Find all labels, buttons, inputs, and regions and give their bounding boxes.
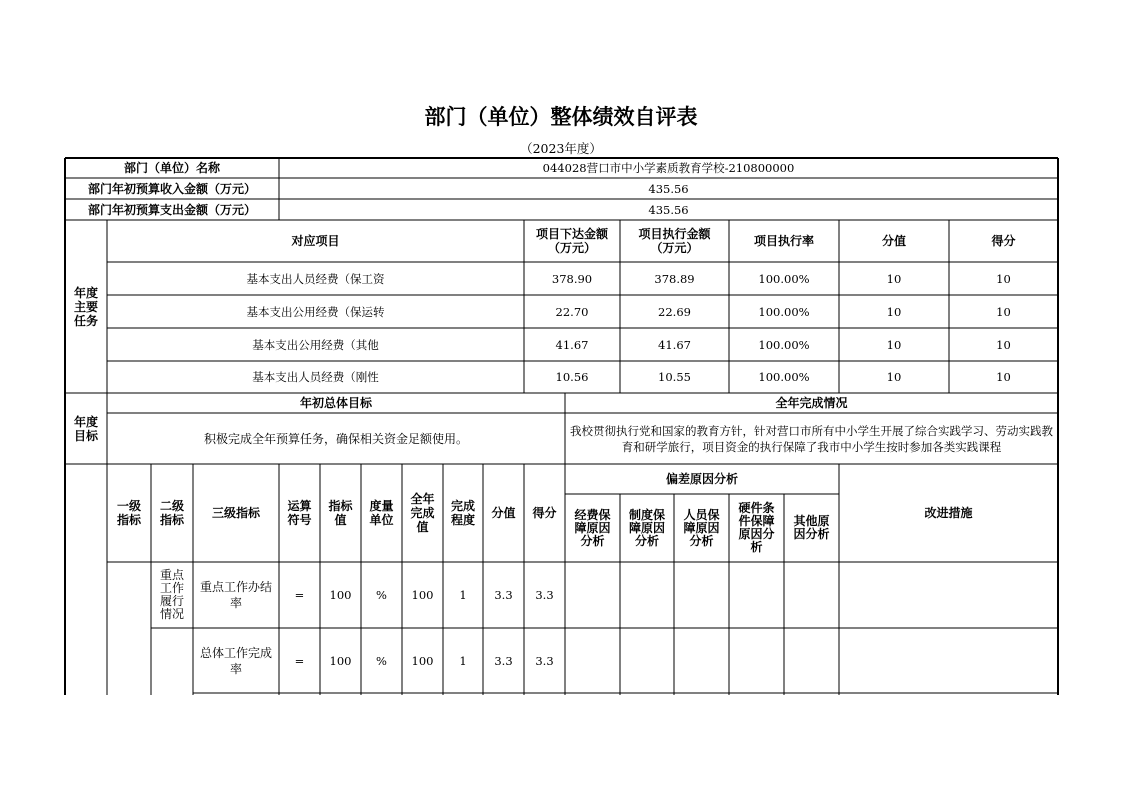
task-row-rate: 100.00% bbox=[758, 337, 810, 352]
task-row-allocated: 10.56 bbox=[555, 370, 589, 384]
ind-row-degree: 1 bbox=[459, 588, 467, 602]
goals-section-label: 年度目标 bbox=[73, 414, 98, 443]
ind-header-improvement: 改进措施 bbox=[924, 506, 973, 520]
ind-row-degree: 1 bbox=[459, 653, 467, 668]
ind-header-dev-staff: 人员保障原因分析 bbox=[683, 507, 720, 548]
ind-row-level3: 重点工作办结率 bbox=[199, 580, 272, 610]
task-row-project: 基本支出公用经费（其他 bbox=[252, 337, 379, 352]
ind-row-score: 3.3 bbox=[535, 588, 554, 602]
goals-initial-text: 积极完成全年预算任务，确保相关资金足额使用。 bbox=[203, 431, 468, 446]
ind-header-level3: 三级指标 bbox=[211, 506, 260, 520]
ind-row-operator: = bbox=[294, 653, 305, 668]
ind-header-dev-hardware: 硬件条件保障原因分析 bbox=[738, 501, 775, 554]
task-row-score: 10 bbox=[996, 304, 1011, 319]
ind-row-unit: % bbox=[376, 653, 387, 668]
ind-header-target: 指标值 bbox=[328, 499, 353, 527]
ind-header-dev-other: 其他原因分析 bbox=[793, 514, 830, 541]
tasks-header-score: 得分 bbox=[991, 234, 1016, 248]
tasks-header-executed: 项目执行金额（万元） bbox=[638, 227, 711, 255]
ind-row-level3: 总体工作完成率 bbox=[199, 645, 272, 676]
goals-completion-header: 全年完成情况 bbox=[775, 396, 848, 410]
task-row-score-value: 10 bbox=[886, 337, 902, 352]
ind-header-dev-system: 制度保障原因分析 bbox=[628, 507, 665, 548]
ind-header-level1: 一级指标 bbox=[116, 499, 141, 527]
ind-header-score: 得分 bbox=[532, 506, 557, 520]
task-row-score-value: 10 bbox=[886, 304, 902, 319]
ind-header-level2: 二级指标 bbox=[159, 499, 184, 527]
income-value: 435.56 bbox=[648, 181, 689, 196]
task-row-score: 10 bbox=[996, 271, 1011, 286]
ind-header-score-value: 分值 bbox=[491, 506, 516, 520]
ind-header-actual: 全年完成值 bbox=[410, 492, 435, 534]
ind-row-score: 3.3 bbox=[535, 653, 554, 668]
task-row-allocated: 41.67 bbox=[555, 337, 589, 352]
task-row-project: 基本支出人员经费（保工资 bbox=[246, 271, 385, 286]
ind-header-degree: 完成程度 bbox=[450, 499, 475, 527]
tasks-header-allocated: 项目下达金额（万元） bbox=[535, 227, 608, 255]
task-row-score-value: 10 bbox=[886, 370, 902, 384]
ind-header-operator: 运算符号 bbox=[287, 499, 312, 527]
tasks-header-rate: 项目执行率 bbox=[753, 234, 814, 248]
goals-initial-header: 年初总体目标 bbox=[299, 396, 372, 410]
page-title: 部门（单位）整体绩效自评表 bbox=[424, 105, 698, 129]
ind-header-dev-funding: 经费保障原因分析 bbox=[574, 507, 611, 548]
task-row-score-value: 10 bbox=[886, 271, 902, 286]
task-row-executed: 41.67 bbox=[658, 337, 691, 352]
task-row-executed: 378.89 bbox=[654, 271, 695, 286]
ind-row-level2: 重点工作履行情况 bbox=[159, 568, 184, 621]
task-row-score: 10 bbox=[996, 370, 1011, 384]
ind-row-actual: 100 bbox=[411, 653, 434, 668]
ind-header-deviation: 偏差原因分析 bbox=[665, 472, 738, 486]
page-subtitle: （2023年度） bbox=[520, 141, 602, 156]
ind-row-score-value: 3.3 bbox=[494, 588, 513, 602]
ind-row-unit: % bbox=[376, 588, 387, 602]
tasks-header-score-value: 分值 bbox=[881, 234, 906, 248]
task-row-project: 基本支出人员经费（刚性 bbox=[252, 370, 379, 384]
income-label: 部门年初预算收入金额（万元） bbox=[87, 181, 256, 196]
expense-label: 部门年初预算支出金额（万元） bbox=[87, 202, 256, 217]
task-row-score: 10 bbox=[996, 337, 1011, 352]
tasks-header-project: 对应项目 bbox=[291, 234, 340, 248]
ind-row-actual: 100 bbox=[411, 588, 434, 602]
tasks-section-label: 年度主要任务 bbox=[73, 285, 98, 328]
dept-name-label: 部门（单位）名称 bbox=[123, 161, 220, 175]
ind-row-target: 100 bbox=[329, 653, 352, 668]
task-row-allocated: 22.70 bbox=[555, 304, 589, 319]
ind-row-target: 100 bbox=[329, 588, 352, 602]
expense-value: 435.56 bbox=[648, 202, 689, 217]
task-row-rate: 100.00% bbox=[758, 271, 810, 286]
ind-row-operator: = bbox=[294, 588, 305, 602]
ind-row-score-value: 3.3 bbox=[494, 653, 513, 668]
task-row-project: 基本支出公用经费（保运转 bbox=[246, 304, 385, 319]
task-row-executed: 22.69 bbox=[658, 304, 691, 319]
task-row-rate: 100.00% bbox=[758, 304, 810, 319]
task-row-executed: 10.55 bbox=[658, 370, 691, 384]
goals-completion-text: 我校贯彻执行党和国家的教育方针，针对营口市所有中小学生开展了综合实践学习、劳动实践教育和研学旅行，项目资金的执行保障了我市中小学生按时参加各类实践课程 bbox=[570, 423, 1053, 454]
ind-header-unit: 度量单位 bbox=[369, 499, 394, 527]
dept-name-value: 044028营口市中小学素质教育学校-210800000 bbox=[542, 161, 795, 175]
task-row-allocated: 378.90 bbox=[551, 271, 593, 286]
task-row-rate: 100.00% bbox=[758, 370, 810, 384]
